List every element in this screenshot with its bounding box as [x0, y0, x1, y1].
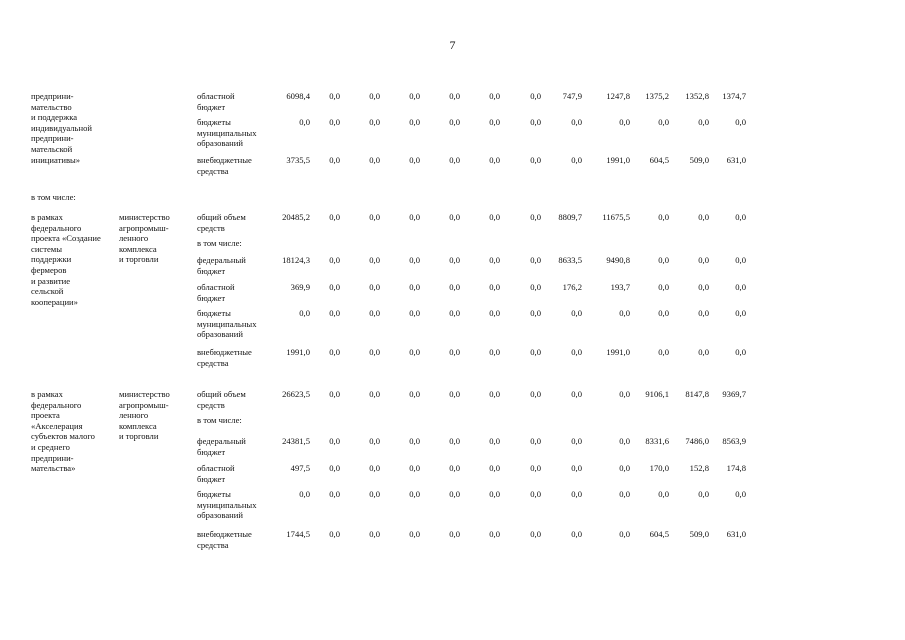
table-cell-value: 0,0 [698, 489, 709, 499]
funding-source-label: внебюджетные средства [197, 529, 252, 550]
table-cell-value: 0,0 [735, 117, 746, 127]
table-cell-value: 0,0 [299, 308, 310, 318]
table-cell-value: 0,0 [530, 117, 541, 127]
table-cell-value: 0,0 [571, 347, 582, 357]
funding-source-label: федеральный бюджет [197, 255, 246, 276]
table-cell-value: 6098,4 [286, 91, 310, 101]
table-cell-value: 0,0 [449, 347, 460, 357]
table-cell-value: 20485,2 [282, 212, 310, 222]
table-cell-value: 0,0 [409, 91, 420, 101]
table-cell-value: 631,0 [726, 529, 746, 539]
table-cell-value: 0,0 [571, 489, 582, 499]
table-cell-value: 0,0 [489, 255, 500, 265]
funding-source-label: общий объем средств [197, 389, 246, 410]
table-cell-value: 0,0 [489, 489, 500, 499]
funding-source-label: общий объем средств [197, 212, 246, 233]
table-cell-value: 0,0 [489, 463, 500, 473]
table-cell-value: 0,0 [619, 436, 630, 446]
table-cell-value: 0,0 [409, 489, 420, 499]
funding-source-label: бюджеты муниципальных образований [197, 117, 257, 149]
table-cell-value: 0,0 [409, 117, 420, 127]
table-cell-value: 0,0 [329, 282, 340, 292]
table-cell-value: 0,0 [489, 91, 500, 101]
table-cell-value: 0,0 [409, 155, 420, 165]
table-cell-value: 0,0 [449, 282, 460, 292]
table-cell-value: 1247,8 [606, 91, 630, 101]
table-cell-value: 0,0 [571, 463, 582, 473]
table-cell-value: 0,0 [329, 529, 340, 539]
table-cell-value: 0,0 [530, 347, 541, 357]
table-cell-value: 0,0 [449, 436, 460, 446]
table-cell-value: 0,0 [409, 389, 420, 399]
table-cell-value: 0,0 [329, 308, 340, 318]
funding-source-label: внебюджетные средства [197, 155, 252, 176]
table-cell-value: 0,0 [369, 463, 380, 473]
table-cell-value: 0,0 [489, 282, 500, 292]
table-cell-value: 509,0 [689, 155, 709, 165]
table-cell-value: 0,0 [489, 436, 500, 446]
table-cell-value: 174,8 [726, 463, 746, 473]
table-cell-value: 0,0 [409, 436, 420, 446]
table-cell-value: 0,0 [658, 308, 669, 318]
table-cell-value: 0,0 [489, 117, 500, 127]
table-cell-value: 1352,8 [685, 91, 709, 101]
table-cell-value: 0,0 [489, 389, 500, 399]
table-cell-value: 604,5 [649, 529, 669, 539]
table-cell-value: 0,0 [329, 389, 340, 399]
table-cell-value: 0,0 [299, 489, 310, 499]
table-cell-value: 1375,2 [645, 91, 669, 101]
table-cell-value: 152,8 [689, 463, 709, 473]
table-cell-value: 0,0 [409, 282, 420, 292]
in-that-number-label: в том числе: [31, 192, 76, 202]
table-cell-value: 193,7 [610, 282, 630, 292]
table-cell-value: 0,0 [369, 212, 380, 222]
table-cell-value: 0,0 [329, 436, 340, 446]
table-cell-value: 0,0 [571, 308, 582, 318]
table-cell-value: 0,0 [698, 212, 709, 222]
program-name: в рамках федерального проекта «Акселерация субъектов малого и среднего предприни- мательства» [31, 389, 95, 474]
table-cell-value: 0,0 [329, 212, 340, 222]
table-cell-value: 0,0 [619, 308, 630, 318]
program-name: предприни- мательство и поддержка индивидуальной предприни- мательской инициативы» [31, 91, 92, 165]
funding-source-label: областной бюджет [197, 463, 235, 484]
table-cell-value: 1991,0 [606, 155, 630, 165]
funding-source-label: внебюджетные средства [197, 347, 252, 368]
table-cell-value: 0,0 [658, 212, 669, 222]
executor-name: министерство агропромыш- ленного комплекса и торговли [119, 212, 170, 265]
table-cell-value: 0,0 [409, 347, 420, 357]
table-cell-value: 9369,7 [722, 389, 746, 399]
table-cell-value: 0,0 [698, 255, 709, 265]
table-cell-value: 170,0 [649, 463, 669, 473]
program-name: в рамках федерального проекта «Создание системы поддержки фермеров и развитие сельской кооперации» [31, 212, 101, 307]
table-cell-value: 0,0 [530, 489, 541, 499]
table-cell-value: 0,0 [530, 436, 541, 446]
table-cell-value: 0,0 [369, 91, 380, 101]
table-cell-value: 0,0 [530, 282, 541, 292]
table-cell-value: 8809,7 [558, 212, 582, 222]
table-cell-value: 0,0 [658, 255, 669, 265]
table-cell-value: 0,0 [658, 489, 669, 499]
funding-source-label: в том числе: [197, 415, 242, 425]
table-cell-value: 0,0 [530, 212, 541, 222]
table-cell-value: 18124,3 [282, 255, 310, 265]
table-cell-value: 631,0 [726, 155, 746, 165]
table-cell-value: 0,0 [369, 436, 380, 446]
table-cell-value: 0,0 [449, 91, 460, 101]
funding-source-label: в том числе: [197, 238, 242, 248]
table-cell-value: 0,0 [369, 347, 380, 357]
table-cell-value: 0,0 [329, 155, 340, 165]
table-cell-value: 0,0 [571, 389, 582, 399]
table-cell-value: 0,0 [409, 463, 420, 473]
table-cell-value: 0,0 [489, 212, 500, 222]
table-cell-value: 1991,0 [286, 347, 310, 357]
table-cell-value: 11675,5 [602, 212, 630, 222]
table-cell-value: 0,0 [735, 489, 746, 499]
table-cell-value: 0,0 [658, 347, 669, 357]
table-cell-value: 497,5 [290, 463, 310, 473]
table-cell-value: 509,0 [689, 529, 709, 539]
table-cell-value: 0,0 [329, 489, 340, 499]
table-cell-value: 0,0 [329, 117, 340, 127]
table-cell-value: 0,0 [489, 308, 500, 318]
table-cell-value: 0,0 [530, 91, 541, 101]
table-cell-value: 0,0 [530, 255, 541, 265]
table-cell-value: 0,0 [571, 117, 582, 127]
table-cell-value: 0,0 [449, 389, 460, 399]
table-cell-value: 0,0 [735, 255, 746, 265]
funding-source-label: бюджеты муниципальных образований [197, 489, 257, 521]
table-cell-value: 0,0 [489, 529, 500, 539]
table-cell-value: 8147,8 [685, 389, 709, 399]
table-cell-value: 0,0 [449, 308, 460, 318]
table-cell-value: 0,0 [409, 255, 420, 265]
table-cell-value: 0,0 [449, 155, 460, 165]
table-cell-value: 0,0 [735, 347, 746, 357]
table-cell-value: 0,0 [369, 117, 380, 127]
table-cell-value: 0,0 [369, 389, 380, 399]
table-cell-value: 3735,5 [286, 155, 310, 165]
table-cell-value: 0,0 [530, 155, 541, 165]
table-cell-value: 0,0 [449, 489, 460, 499]
table-cell-value: 0,0 [409, 529, 420, 539]
table-cell-value: 0,0 [530, 463, 541, 473]
table-cell-value: 0,0 [369, 489, 380, 499]
executor-name: министерство агропромыш- ленного комплекса и торговли [119, 389, 170, 442]
table-cell-value: 0,0 [619, 529, 630, 539]
table-cell-value: 0,0 [571, 436, 582, 446]
table-cell-value: 0,0 [369, 255, 380, 265]
table-cell-value: 0,0 [299, 117, 310, 127]
table-cell-value: 604,5 [649, 155, 669, 165]
table-cell-value: 0,0 [698, 347, 709, 357]
table-cell-value: 176,2 [562, 282, 582, 292]
table-cell-value: 0,0 [735, 212, 746, 222]
table-cell-value: 0,0 [571, 155, 582, 165]
table-cell-value: 0,0 [449, 117, 460, 127]
table-cell-value: 0,0 [619, 463, 630, 473]
table-cell-value: 0,0 [658, 117, 669, 127]
table-cell-value: 0,0 [530, 308, 541, 318]
funding-source-label: федеральный бюджет [197, 436, 246, 457]
table-cell-value: 1374,7 [722, 91, 746, 101]
table-cell-value: 8633,5 [558, 255, 582, 265]
table-cell-value: 8331,6 [645, 436, 669, 446]
table-cell-value: 0,0 [619, 489, 630, 499]
table-cell-value: 24381,5 [282, 436, 310, 446]
table-cell-value: 7486,0 [685, 436, 709, 446]
funding-source-label: областной бюджет [197, 91, 235, 112]
table-cell-value: 0,0 [449, 212, 460, 222]
table-cell-value: 0,0 [369, 308, 380, 318]
table-cell-value: 1991,0 [606, 347, 630, 357]
table-cell-value: 1744,5 [286, 529, 310, 539]
table-cell-value: 0,0 [369, 529, 380, 539]
table-cell-value: 9490,8 [606, 255, 630, 265]
table-cell-value: 0,0 [698, 308, 709, 318]
funding-source-label: областной бюджет [197, 282, 235, 303]
table-cell-value: 0,0 [329, 255, 340, 265]
table-cell-value: 0,0 [449, 255, 460, 265]
table-cell-value: 26623,5 [282, 389, 310, 399]
table-cell-value: 0,0 [489, 347, 500, 357]
funding-source-label: бюджеты муниципальных образований [197, 308, 257, 340]
table-cell-value: 0,0 [369, 282, 380, 292]
table-cell-value: 747,9 [562, 91, 582, 101]
table-cell-value: 0,0 [329, 91, 340, 101]
table-cell-value: 0,0 [698, 282, 709, 292]
table-cell-value: 0,0 [489, 155, 500, 165]
table-cell-value: 0,0 [409, 212, 420, 222]
table-cell-value: 9106,1 [645, 389, 669, 399]
table-cell-value: 369,9 [290, 282, 310, 292]
table-cell-value: 0,0 [658, 282, 669, 292]
table-cell-value: 0,0 [735, 282, 746, 292]
table-cell-value: 0,0 [449, 463, 460, 473]
table-cell-value: 0,0 [329, 463, 340, 473]
table-cell-value: 0,0 [449, 529, 460, 539]
table-cell-value: 0,0 [698, 117, 709, 127]
table-cell-value: 0,0 [530, 389, 541, 399]
table-cell-value: 0,0 [619, 389, 630, 399]
table-cell-value: 0,0 [571, 529, 582, 539]
table-cell-value: 0,0 [369, 155, 380, 165]
table-cell-value: 0,0 [619, 117, 630, 127]
table-cell-value: 0,0 [329, 347, 340, 357]
table-cell-value: 0,0 [530, 529, 541, 539]
table-cell-value: 0,0 [409, 308, 420, 318]
table-cell-value: 8563,9 [722, 436, 746, 446]
table-cell-value: 0,0 [735, 308, 746, 318]
page-number: 7 [449, 38, 456, 52]
